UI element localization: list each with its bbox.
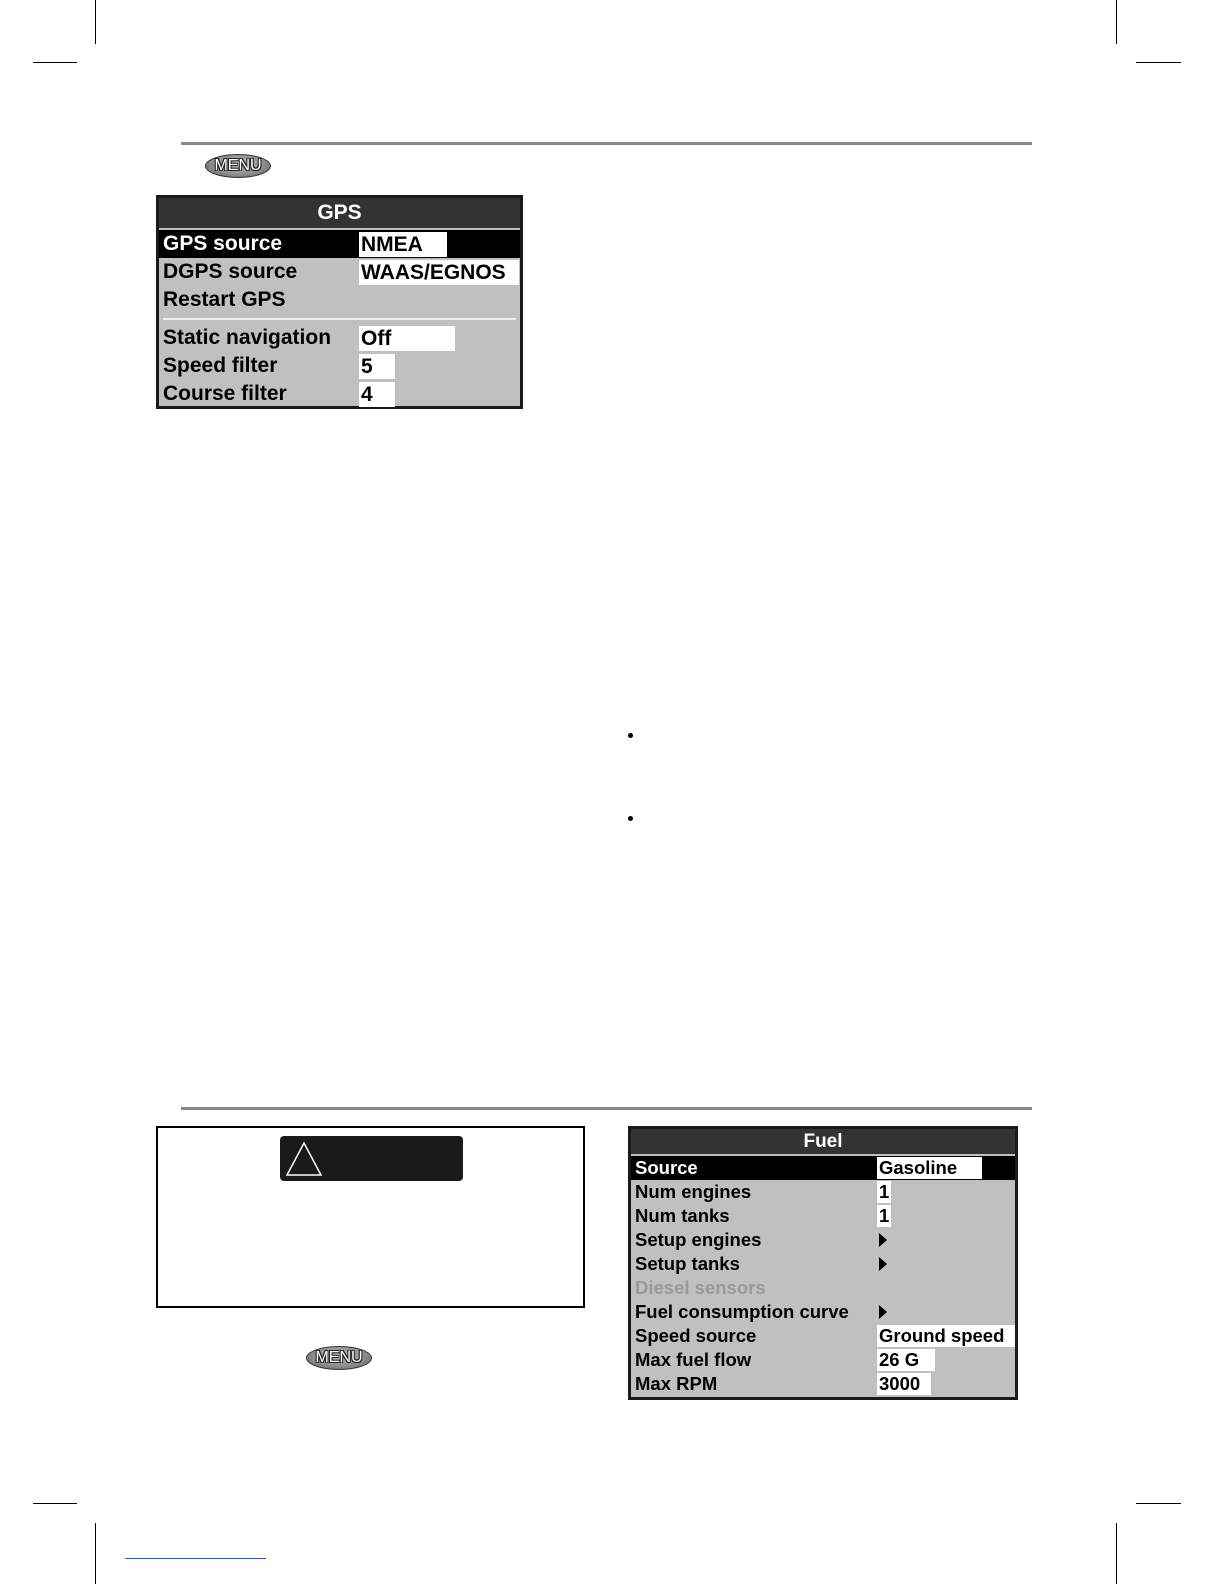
submenu-arrow-icon xyxy=(879,1305,887,1319)
menu-row-speed-source[interactable] xyxy=(631,1324,1015,1348)
row-label: Source xyxy=(635,1157,698,1178)
row-label: Num tanks xyxy=(635,1205,730,1226)
menu-row-num-engines[interactable] xyxy=(631,1180,1015,1204)
row-value: 3000 xyxy=(877,1373,931,1395)
row-label: Speed source xyxy=(635,1325,757,1346)
crop-mark xyxy=(1136,1503,1181,1504)
submenu-arrow-icon xyxy=(879,1257,887,1271)
submenu-arrow-icon xyxy=(879,1233,887,1247)
row-value: Off xyxy=(359,326,455,351)
warning-box xyxy=(156,1126,585,1308)
row-value: Ground speed xyxy=(877,1325,1015,1347)
menu-row-max-fuel-flow[interactable] xyxy=(631,1348,1015,1372)
warning-badge xyxy=(280,1136,463,1181)
menu-row-fuel-consumption-curve[interactable] xyxy=(631,1300,1015,1324)
menu-key-icon: MENU xyxy=(205,154,271,178)
warning-triangle-icon xyxy=(284,1140,324,1178)
menu-key-icon: MENU xyxy=(306,1346,372,1370)
crop-mark xyxy=(1116,1523,1117,1584)
menu-row-restart-gps[interactable] xyxy=(159,286,520,314)
crop-mark xyxy=(1116,0,1117,44)
row-label: Setup engines xyxy=(635,1229,762,1250)
row-label: Restart GPS xyxy=(163,288,286,311)
menu-row-static-navigation[interactable] xyxy=(159,324,520,352)
footer-link-underline xyxy=(125,1558,266,1559)
menu-row-course-filter[interactable] xyxy=(159,380,520,408)
menu-row-setup-tanks[interactable] xyxy=(631,1252,1015,1276)
menu-row-num-tanks[interactable] xyxy=(631,1204,1015,1228)
screen-title: GPS xyxy=(159,198,520,230)
section-rule xyxy=(181,142,1032,145)
row-label: Speed filter xyxy=(163,354,278,377)
menu-row-speed-filter[interactable] xyxy=(159,352,520,380)
crop-mark xyxy=(1136,62,1181,63)
row-value: NMEA xyxy=(359,232,447,257)
row-value: 1 xyxy=(879,1181,890,1202)
row-label: Max fuel flow xyxy=(635,1349,752,1370)
row-label: Max RPM xyxy=(635,1373,718,1394)
row-value: WAAS/EGNOS xyxy=(359,260,519,285)
gps-menu-screen xyxy=(156,195,523,409)
row-value: 1 xyxy=(879,1205,890,1226)
row-label: Setup tanks xyxy=(635,1253,740,1274)
bullet xyxy=(628,733,633,738)
row-value: 26 G xyxy=(877,1349,935,1371)
row-label: Course filter xyxy=(163,382,287,405)
section-rule xyxy=(181,1107,1032,1110)
menu-row-source[interactable] xyxy=(631,1156,1015,1180)
menu-divider xyxy=(163,318,516,320)
menu-row-max-rpm[interactable] xyxy=(631,1372,1015,1396)
row-label: Num engines xyxy=(635,1181,752,1202)
menu-row-gps-source[interactable] xyxy=(159,230,520,258)
fuel-menu-screen xyxy=(628,1126,1018,1400)
row-label: Static navigation xyxy=(163,326,332,349)
row-label: Diesel sensors xyxy=(635,1277,766,1298)
crop-mark xyxy=(33,62,77,63)
screen-title: Fuel xyxy=(631,1129,1015,1156)
menu-row-diesel-sensors xyxy=(631,1276,1015,1300)
menu-row-setup-engines[interactable] xyxy=(631,1228,1015,1252)
row-label: DGPS source xyxy=(163,260,298,283)
crop-mark xyxy=(95,0,96,44)
crop-mark xyxy=(95,1523,96,1584)
bullet xyxy=(628,816,633,821)
row-value: 4 xyxy=(359,382,395,407)
row-label: GPS source xyxy=(163,232,283,255)
menu-row-dgps-source[interactable] xyxy=(159,258,520,286)
crop-mark xyxy=(33,1503,77,1504)
row-label: Fuel consumption curve xyxy=(635,1301,849,1322)
row-value: Gasoline xyxy=(877,1157,982,1179)
row-value: 5 xyxy=(359,354,395,379)
